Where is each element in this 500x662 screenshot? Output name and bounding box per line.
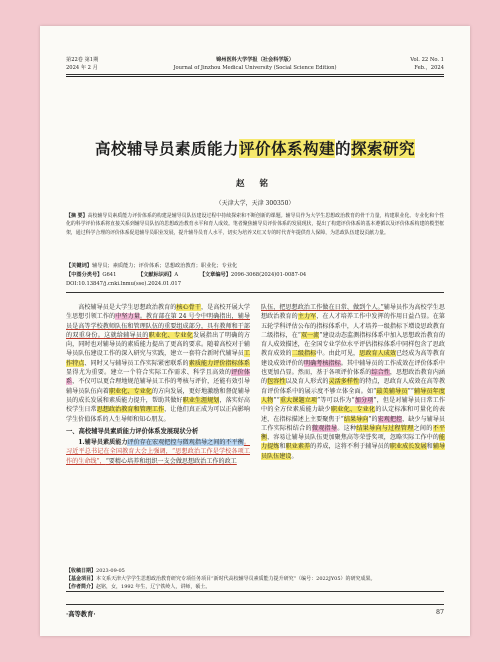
author-name: 赵 铭 <box>236 179 274 189</box>
article-title: 高校辅导员素质能力评价体系构建的探索研究 <box>94 139 416 158</box>
header-date: 2024 年 2 月 <box>66 65 98 71</box>
page-number: 87 <box>435 609 444 616</box>
header-vol-en: Vol. 22 No. 1 <box>410 57 444 63</box>
author-bio: 【作者简介】赵铭，女，1992 年生，辽宁铁岭人，讲师，硕士。 <box>66 584 211 590</box>
doi: DOI:10.13847/j.cnki.lnmu(sse).2024.01.017 <box>66 281 182 287</box>
abstract-rule <box>66 292 444 293</box>
keywords: 【关键词】辅导员；素质能力；评价体系；思想政治教育；职业化；专业化 <box>66 263 238 269</box>
author-affiliation: （天津大学，天津 300350） <box>215 200 295 207</box>
paragraph: 队伍，把思想政治工作做在日常、做到个人。”辅导员作为高校学生思想政治教育的主力军，在人才培养工作中发挥的作用日益凸显。在第五轮学科评估公布的指标体系中，人才培养一级指标下增设思政教育二级指标，在“双一流”建设动态监测指标体系中加入思想政治教育的育人成效描述，在全国专业学位水平评估指标体系中同样包含了思政教育成效的二级指标中。由此可见，思政育人成效已经成为高等教育建设成效评价的明确考核指标。其中辅导员的工作成效在评价体系中也更加凸显。然而，基于各项评价体系的综合性，思想政治教育内涵的包容性以及育人形式的灵活多样性的特点，思政育人成效在高等教育评价体系中的展示度不够立体全面。如“最美辅导员”“辅导员年度人物”“重大课题立项”等可以作为“加分项”，但是对辅导员日常工作中的全方位素质能力缺少职业化、专业化的认定标准和可量化的表述，在指标描述上主要聚焦于“结果导向”的宏观把控，缺少与辅导员工作实际相结合的微观指导。这种结果导向与过程管理之间的不平衡，容易让辅导员队伍更加聚焦高等荣誉奖项，忽略实际工作中的能力提炼和职业素养的养成，这将不利于辅导员的职业成长发展和辅导员队伍建设。 <box>261 304 445 460</box>
paragraph: 高校辅导员是大学生思想政治教育的核心骨干，是高校开展大学生思想引领工作的中坚力量。教育部在第 24 号令中明确指出，辅导员是高等学校教师队伍和管理队伍的重要组成部分，具有教师和干部的双重身份。这就给辅导员的职业化、专业化发展指出了明确的方向，同时也对辅导员的素质能力提出了更高的要求。随着高校对于辅导员队伍建设工作的深入研究与实践，建立一套符合新时代辅导员工作特点、同时又与辅导员工作实际紧密联系的素质能力评价指标体系显得尤为重要。建立一个符合实际工作需求、科学且高效的评价体系，不仅可以更合理地规范辅导员工作的考核与评价，还能有效引导辅导员队伍向着职业化、专业化的方向发展，更好地激励和督促辅导员的成长发展和素质能力提升，帮助其做好职业生涯规划，落实好高校学生日常思想政治教育和管理工作，让他们真正成为可以正向影响学生价值体系的人生导师和知心朋友。 <box>66 304 250 423</box>
section-heading: 一、高校辅导员素质能力评价体系发展现状分析 <box>66 427 199 435</box>
fund-project: 【基金项目】本文系天津大学学生思想政治教育研究专项任务项目“新时代高校辅导员素质能力提升研究”（编号：2022JY05）的研究成果。 <box>66 576 376 582</box>
article-footnotes <box>66 567 444 591</box>
footer-section: ·高等教育· <box>66 611 96 618</box>
header-journal-en: Journal of Jinzhou Medical University (Social Science Edition) <box>173 65 337 71</box>
header-rule-thin <box>66 74 444 75</box>
footer-rule <box>66 604 444 605</box>
body-column-right <box>261 303 445 588</box>
classification: 【中图分类号】G641 【文献标识码】A 【文章编号】2096-3068(2024)01-0087-04 <box>66 272 307 278</box>
subsection-paragraph: 1.辅导员素质能力评价存在宏观把控与微观指导之间的不平衡。习近平总书记在全国教育大会上强调，“思想政治工作是学校各项工作的生命线”，“要精心培养和组织一支会做思想政治工作的政工 <box>66 439 250 465</box>
header-rule-thick <box>66 76 444 77</box>
body-column-left <box>66 303 250 588</box>
abstract: 【摘 要】高校辅导员素质能力评价体系的构建是辅导员队伍建设过程中持续探索和不断创新的课题。辅导员作为大学生思想政治教育的骨干力量，构建职业化、专业化和个性化的科学评价体系将直接关系到辅导员队伍的思想政治教育水平和育人成效。笔者聚焦辅导员评价体系的发展现状，提出了构建评价体系的基本遵循以及评价体系构建的模型框架，通过科学合理的评价体系促进辅导员职业发展，提升辅导员育人水平，切实为培养又红又专的时代青年提供育人保障，为思政队伍建设贡献力量。 <box>66 213 444 236</box>
header-journal-cn: 锦州医科大学学报（社会科学版） <box>216 57 294 63</box>
header-volume: 第22卷 第1期 <box>66 57 99 63</box>
footnote-rule <box>66 591 444 592</box>
received-date: 【收稿日期】2023-09-05 <box>66 568 125 574</box>
journal-page <box>40 26 470 636</box>
header-date-en: Feb.，2024 <box>414 65 444 71</box>
